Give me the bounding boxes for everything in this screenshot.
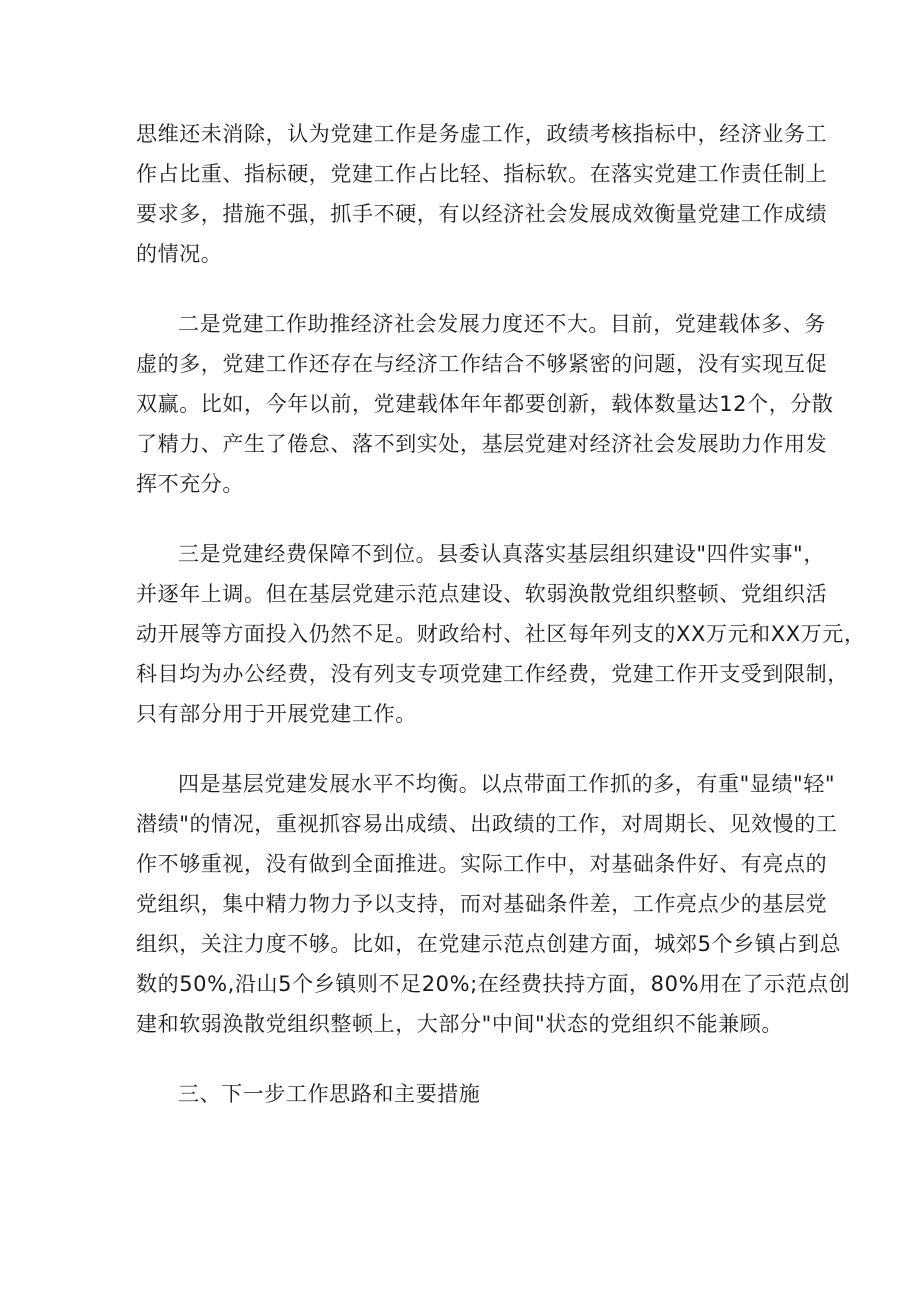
- text-line: 潜绩"的情况，重视抓容易出成绩、出政绩的工作，对周期长、见效慢的工: [136, 812, 838, 836]
- paragraph-gap: [136, 734, 788, 764]
- paragraph-gap: [136, 274, 788, 304]
- paragraph-3: [136, 534, 866, 734]
- heading-text: 三、下一步工作思路和主要措施: [178, 1082, 481, 1106]
- text-line: 二是党建工作助推经济社会发展力度还不大。目前，党建载体多、务: [178, 312, 826, 336]
- text-line: 四是基层党建发展水平不均衡。以点带面工作抓的多，有重"显绩"轻": [178, 772, 836, 796]
- text-line: 要求多，措施不强，抓手不硬，有以经济社会发展成效衡量党建工作成绩: [136, 202, 828, 226]
- text-line: 思维还未消除，认为党建工作是务虚工作，政绩考核指标中，经济业务工: [136, 122, 828, 146]
- text-line: 组织，关注力度不够。比如，在党建示范点创建方面，城郊5个乡镇占到总: [136, 932, 842, 956]
- text-line: 数的50%,沿山5个乡镇则不足20%;在经费扶持方面，80%用在了示范点创: [136, 972, 851, 996]
- text-line: 双赢。比如，今年以前，党建载体年年都要创新，载体数量达12个，分散: [136, 392, 834, 416]
- paragraph-4: [136, 764, 851, 1044]
- text-line: 的情况。: [136, 242, 223, 266]
- paragraph-gap: [136, 1044, 788, 1074]
- text-line: 作不够重视，没有做到全面推进。实际工作中，对基础条件好、有亮点的: [136, 852, 828, 876]
- text-line: 动开展等方面投入仍然不足。财政给村、社区每年列支的XX万元和XX万元，: [136, 622, 866, 646]
- text-line: 作占比重、指标硬，党建工作占比轻、指标软。在落实党建工作责任制上: [136, 162, 828, 186]
- text-line: 并逐年上调。但在基层党建示范点建设、软弱涣散党组织整顿、党组织活: [136, 582, 828, 606]
- text-line: 三是党建经费保障不到位。县委认真落实基层组织建设"四件实事"，: [178, 542, 825, 566]
- text-line: 了精力、产生了倦怠、落不到实处，基层党建对经济社会发展助力作用发: [136, 432, 828, 456]
- paragraph-2: [136, 304, 834, 504]
- text-line: 党组织，集中精力物力予以支持，而对基础条件差，工作亮点少的基层党: [136, 892, 828, 916]
- text-line: 科目均为办公经费，没有列支专项党建工作经费，党建工作开支受到限制，: [136, 662, 849, 686]
- text-line: 只有部分用于开展党建工作。: [136, 702, 417, 726]
- text-line: 虚的多，党建工作还存在与经济工作结合不够紧密的问题，没有实现互促: [136, 352, 828, 376]
- text-line: 建和软弱涣散党组织整顿上，大部分"中间"状态的党组织不能兼顾。: [136, 1012, 783, 1036]
- paragraph-gap: [136, 504, 788, 534]
- text-line: 挥不充分。: [136, 472, 244, 496]
- paragraph-1: [136, 114, 828, 274]
- section-heading: [136, 1074, 788, 1114]
- document-body: [136, 114, 866, 1114]
